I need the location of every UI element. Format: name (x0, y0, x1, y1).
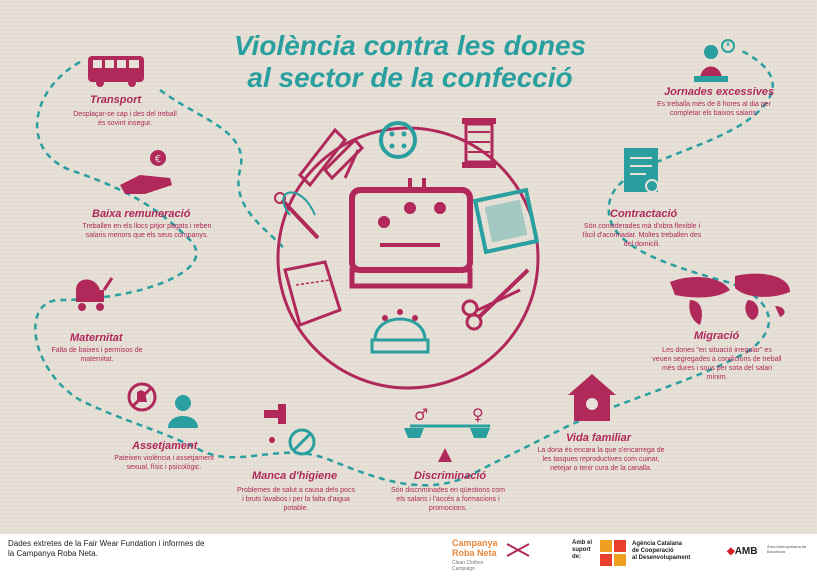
vida-familiar-title: Vida familiar (566, 432, 632, 444)
no-touch-icon (129, 384, 155, 410)
faucet-icon (264, 404, 286, 443)
svg-text:♀: ♀ (472, 405, 484, 424)
measuring-tape-icon (300, 130, 362, 185)
contract-icon (624, 148, 658, 192)
sewing-machine-icon (352, 178, 470, 286)
agency-line-2: de Cooperació (632, 548, 674, 554)
manca-higiene-text: Problemes de salut a causa dels pocs i bruts lavabos i per la falta d'aigua potable. (237, 487, 355, 512)
baixa-remuneracio-title: Baixa remuneració (92, 208, 191, 220)
agency-line-1: Agència Catalana (632, 541, 683, 547)
balance-icon (404, 405, 490, 462)
central-circle (278, 128, 538, 388)
migracio-text: Les dones "en situació irregular" es veuen segregades a condicions de treball més dures i sous per sota del salari mínim. (652, 347, 782, 381)
stroller-icon (76, 278, 112, 311)
contractacio-title: Contractació (610, 208, 678, 220)
transport-text: Desplaçar-se cap i des del treball és sovint insegur. (73, 111, 177, 127)
discriminacio-text: Són discriminades en qüestions com els salaris i l'accés a formacions i promocions. (390, 487, 505, 512)
house-icon (568, 374, 616, 421)
page-title (200, 30, 620, 94)
footer (0, 534, 817, 577)
baixa-remuneracio-text: Treballen en els llocs pitjor pagats i reben salaris menors que els seus companys. (82, 223, 212, 239)
worker-clock-icon (694, 40, 734, 82)
money-hand-icon (120, 150, 172, 194)
maternitat-title: Maternitat (70, 332, 123, 344)
assetjament-text: Pateixen violència i assetjament sexual, físic i psicològic. (114, 455, 214, 471)
sewing-pattern-icon (285, 262, 340, 325)
amb-sub (767, 544, 807, 554)
campaign-scissors-icon (505, 540, 531, 560)
title-line-1: Violència contra les dones (233, 30, 587, 61)
jornades-excessives-title: Jornades excessives (664, 86, 775, 98)
transport-title: Transport (90, 94, 142, 106)
migracio-title: Migració (694, 330, 740, 342)
thread-spool-icon (462, 118, 496, 168)
contractacio-text: Són considerades mà d'obra flexible i fàcil d'acomiadar. Moltes treballen des del domicili. (582, 223, 702, 248)
amb-logo (727, 546, 757, 557)
maternitat-text: Falta de baixes i permisos de maternitat. (51, 347, 143, 363)
amb-logo-text: AMB (734, 546, 758, 557)
acd-logo (600, 540, 626, 566)
assetjament-title: Assetjament (132, 440, 198, 452)
jornades-excessives-text: Es treballa més de 8 hores al dia per completar els baixos salaris. (656, 101, 771, 117)
discriminacio-title: Discriminació (414, 470, 487, 482)
support-text: Amb el suport de: (572, 540, 593, 560)
campaign-sub (452, 560, 492, 572)
manca-higiene-title: Manca d'higiene (252, 470, 338, 482)
agency-name (632, 541, 690, 562)
campaign-logo (452, 538, 502, 558)
world-map-icon (670, 274, 790, 325)
bus-icon (88, 56, 144, 87)
no-water-icon (290, 430, 314, 454)
campaign-sub-text: Clean Clothes Campaign (452, 560, 484, 572)
vida-familiar-text: La dona és encara la que s'encarrega de les tasques reproductives com cuinar, netejar o tenir cura de la canalla. (537, 447, 665, 472)
amb-sub-text: Àrea Metropolitana de Barcelona (767, 544, 807, 554)
footer-source: Dades extretes de la Fair Wear Fundation i informes de la Campanya Roba Neta. (8, 539, 205, 558)
fabric-swatch-icon (475, 190, 537, 252)
pincushion-icon (372, 309, 428, 352)
scissors-icon (463, 270, 528, 329)
agency-line-3: al Desenvolupament (632, 555, 691, 561)
svg-text:€: € (154, 154, 162, 165)
title-line-2: al sector de la confecció (247, 62, 573, 93)
support-label (572, 540, 600, 561)
amb-mark-icon: ◆ (727, 546, 735, 557)
campaign-logo-text: Campanya Roba Neta (452, 538, 498, 558)
svg-text:♂: ♂ (414, 405, 429, 424)
woman-icon (168, 395, 198, 428)
